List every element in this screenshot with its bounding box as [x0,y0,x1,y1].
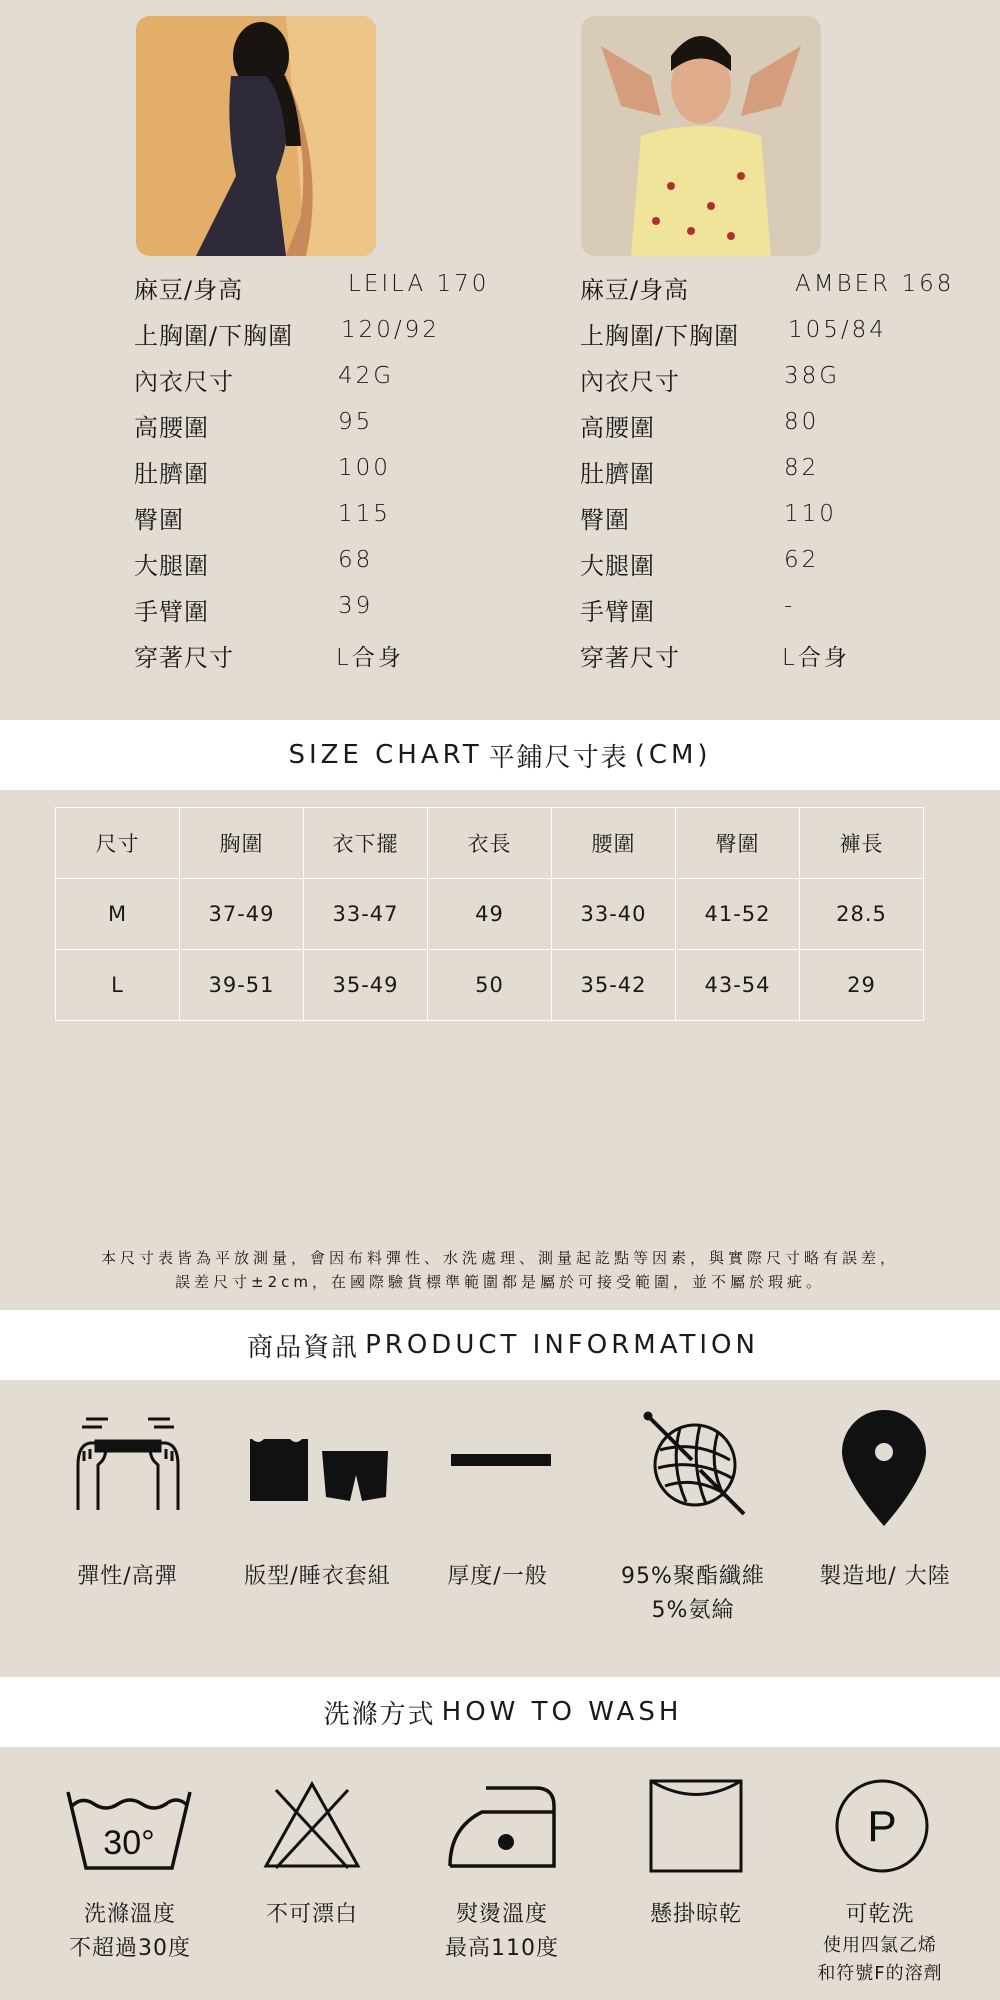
wash-label-iron [412,1898,592,1966]
product-label-line: 厚度/一般 [447,1564,548,1589]
size-chart-header [0,720,1000,790]
measure-label: 大腿圍 [134,552,209,580]
measure-value: 105/84 [788,317,887,343]
measure-value: 95 [338,409,374,435]
wash-header [0,1677,1000,1747]
measure-label: 高腰圍 [580,414,655,442]
dry-clean-symbol: P [867,1802,897,1851]
measure-label: 內衣尺寸 [580,368,680,396]
size-chart-title-cjk: 平鋪尺寸表 [488,742,629,773]
table-cell: 33-40 [552,879,676,950]
wash-label-line: 使用四氯乙烯 [823,1935,937,1956]
product-label-line: 5%氨綸 [651,1598,735,1623]
size-chart-title-en: SIZE CHART [288,740,483,770]
measure-value: 82 [784,455,820,481]
measure-value: LEILA 170 [348,271,490,297]
product-label-line: 版型/睡衣套組 [244,1564,391,1589]
measure-value: - [784,593,796,619]
measure-label: 穿著尺寸 [134,644,234,672]
product-label-line: 95%聚酯纖維 [621,1564,765,1589]
table-header-cell: 腰圍 [552,808,676,879]
measure-value: AMBER 168 [795,271,955,297]
measure-value: 42G [338,363,395,389]
dry-clean-p-icon [834,1778,930,1878]
table-cell: 39-51 [180,950,304,1021]
wash-30-icon [64,1782,194,1876]
measure-label: 上胸圍/下胸圍 [580,322,740,350]
wash-title-cjk: 洗滌方式 [323,1699,436,1730]
wash-30-symbol: 30° [103,1824,155,1862]
table-header-row [56,808,924,879]
product-info-header [0,1310,1000,1380]
line-dry-icon [648,1778,744,1878]
product-label-stretch [40,1560,215,1594]
size-chart-title-unit: (CM) [634,740,712,770]
measure-value: L合身 [782,645,850,671]
pajama-set-icon [250,1435,390,1509]
measure-label: 上胸圍/下胸圍 [134,322,294,350]
product-label-fit [225,1560,410,1594]
wash-label-dryclean [790,1898,970,1988]
model-photo-amber [581,16,821,256]
product-label-material [603,1560,783,1628]
product-label-thickness [410,1560,585,1594]
iron-icon [446,1782,558,1876]
measure-value: 68 [338,547,374,573]
measure-value: 62 [784,547,820,573]
measure-value: 38G [784,363,841,389]
measure-label: 臀圍 [580,506,630,534]
table-header-cell: 衣長 [428,808,552,879]
measure-label: 穿著尺寸 [580,644,680,672]
measure-label: 大腿圍 [580,552,655,580]
table-header-cell: 胸圍 [180,808,304,879]
table-header-cell: 褲長 [800,808,924,879]
note-line: 誤差尺寸±2cm，在國際驗貨標準範圍都是屬於可接受範圍，並不屬於瑕疵。 [175,1273,825,1291]
wash-label-temperature [40,1898,220,1966]
no-bleach-icon [262,1780,362,1876]
table-cell: 28.5 [800,879,924,950]
wash-label-line: 懸掛晾乾 [649,1902,742,1927]
thickness-line-icon [451,1454,551,1466]
measure-label: 內衣尺寸 [134,368,234,396]
wash-label-line: 不可漂白 [265,1902,358,1927]
table-cell: 50 [428,950,552,1021]
measure-label: 手臂圍 [134,598,209,626]
wash-label-line: 可乾洗 [845,1902,915,1927]
table-row [56,950,924,1021]
measure-value: 120/92 [341,317,440,343]
table-cell: 37-49 [180,879,304,950]
table-cell: L [56,950,180,1021]
wash-label-bleach [222,1898,402,1932]
measure-value: 110 [784,501,837,527]
table-cell: 41-52 [676,879,800,950]
table-row [56,879,924,950]
model-photo-leila [136,16,376,256]
product-label-line: 製造地/ 大陸 [819,1564,951,1589]
wash-label-line: 和符號F的溶劑 [817,1963,943,1984]
measure-value: 100 [338,455,391,481]
measure-value: 80 [784,409,820,435]
measure-label: 麻豆/身高 [580,276,690,304]
wash-title-en: HOW TO WASH [441,1697,683,1727]
table-cell: 35-49 [304,950,428,1021]
product-info-title-en: PRODUCT INFORMATION [365,1330,759,1360]
measure-label: 高腰圍 [134,414,209,442]
table-cell: 35-42 [552,950,676,1021]
table-header-cell: 臀圍 [676,808,800,879]
table-cell: M [56,879,180,950]
table-cell: 33-47 [304,879,428,950]
wash-label-line: 熨燙溫度 [455,1902,548,1927]
wash-label-line: 最高110度 [445,1936,559,1961]
measure-value: 115 [338,501,391,527]
measure-label: 麻豆/身高 [134,276,244,304]
note-line: 本尺寸表皆為平放測量，會因布料彈性、水洗處理、測量起訖點等因素，與實際尺寸略有誤差， [100,1249,899,1267]
wash-label-dry [606,1898,786,1932]
yarn-ball-icon [640,1410,750,1524]
stretch-icon [68,1415,188,1519]
product-label-line: 彈性/高彈 [77,1564,178,1589]
table-cell: 43-54 [676,950,800,1021]
measure-value: L合身 [336,645,404,671]
size-chart-table [55,807,924,1021]
table-cell: 49 [428,879,552,950]
product-label-origin [795,1560,975,1594]
table-header-cell: 衣下擺 [304,808,428,879]
wash-label-line: 洗滌溫度 [83,1902,176,1927]
measure-label: 手臂圍 [580,598,655,626]
location-pin-icon [842,1410,926,1530]
wash-label-line: 不超過30度 [69,1936,191,1961]
measure-label: 肚臍圍 [134,460,209,488]
measure-value: 39 [338,593,374,619]
product-info-title-cjk: 商品資訊 [247,1332,360,1363]
measure-label: 臀圍 [134,506,184,534]
table-cell: 29 [800,950,924,1021]
measurement-note [0,1246,1000,1294]
measure-label: 肚臍圍 [580,460,655,488]
table-header-cell: 尺寸 [56,808,180,879]
